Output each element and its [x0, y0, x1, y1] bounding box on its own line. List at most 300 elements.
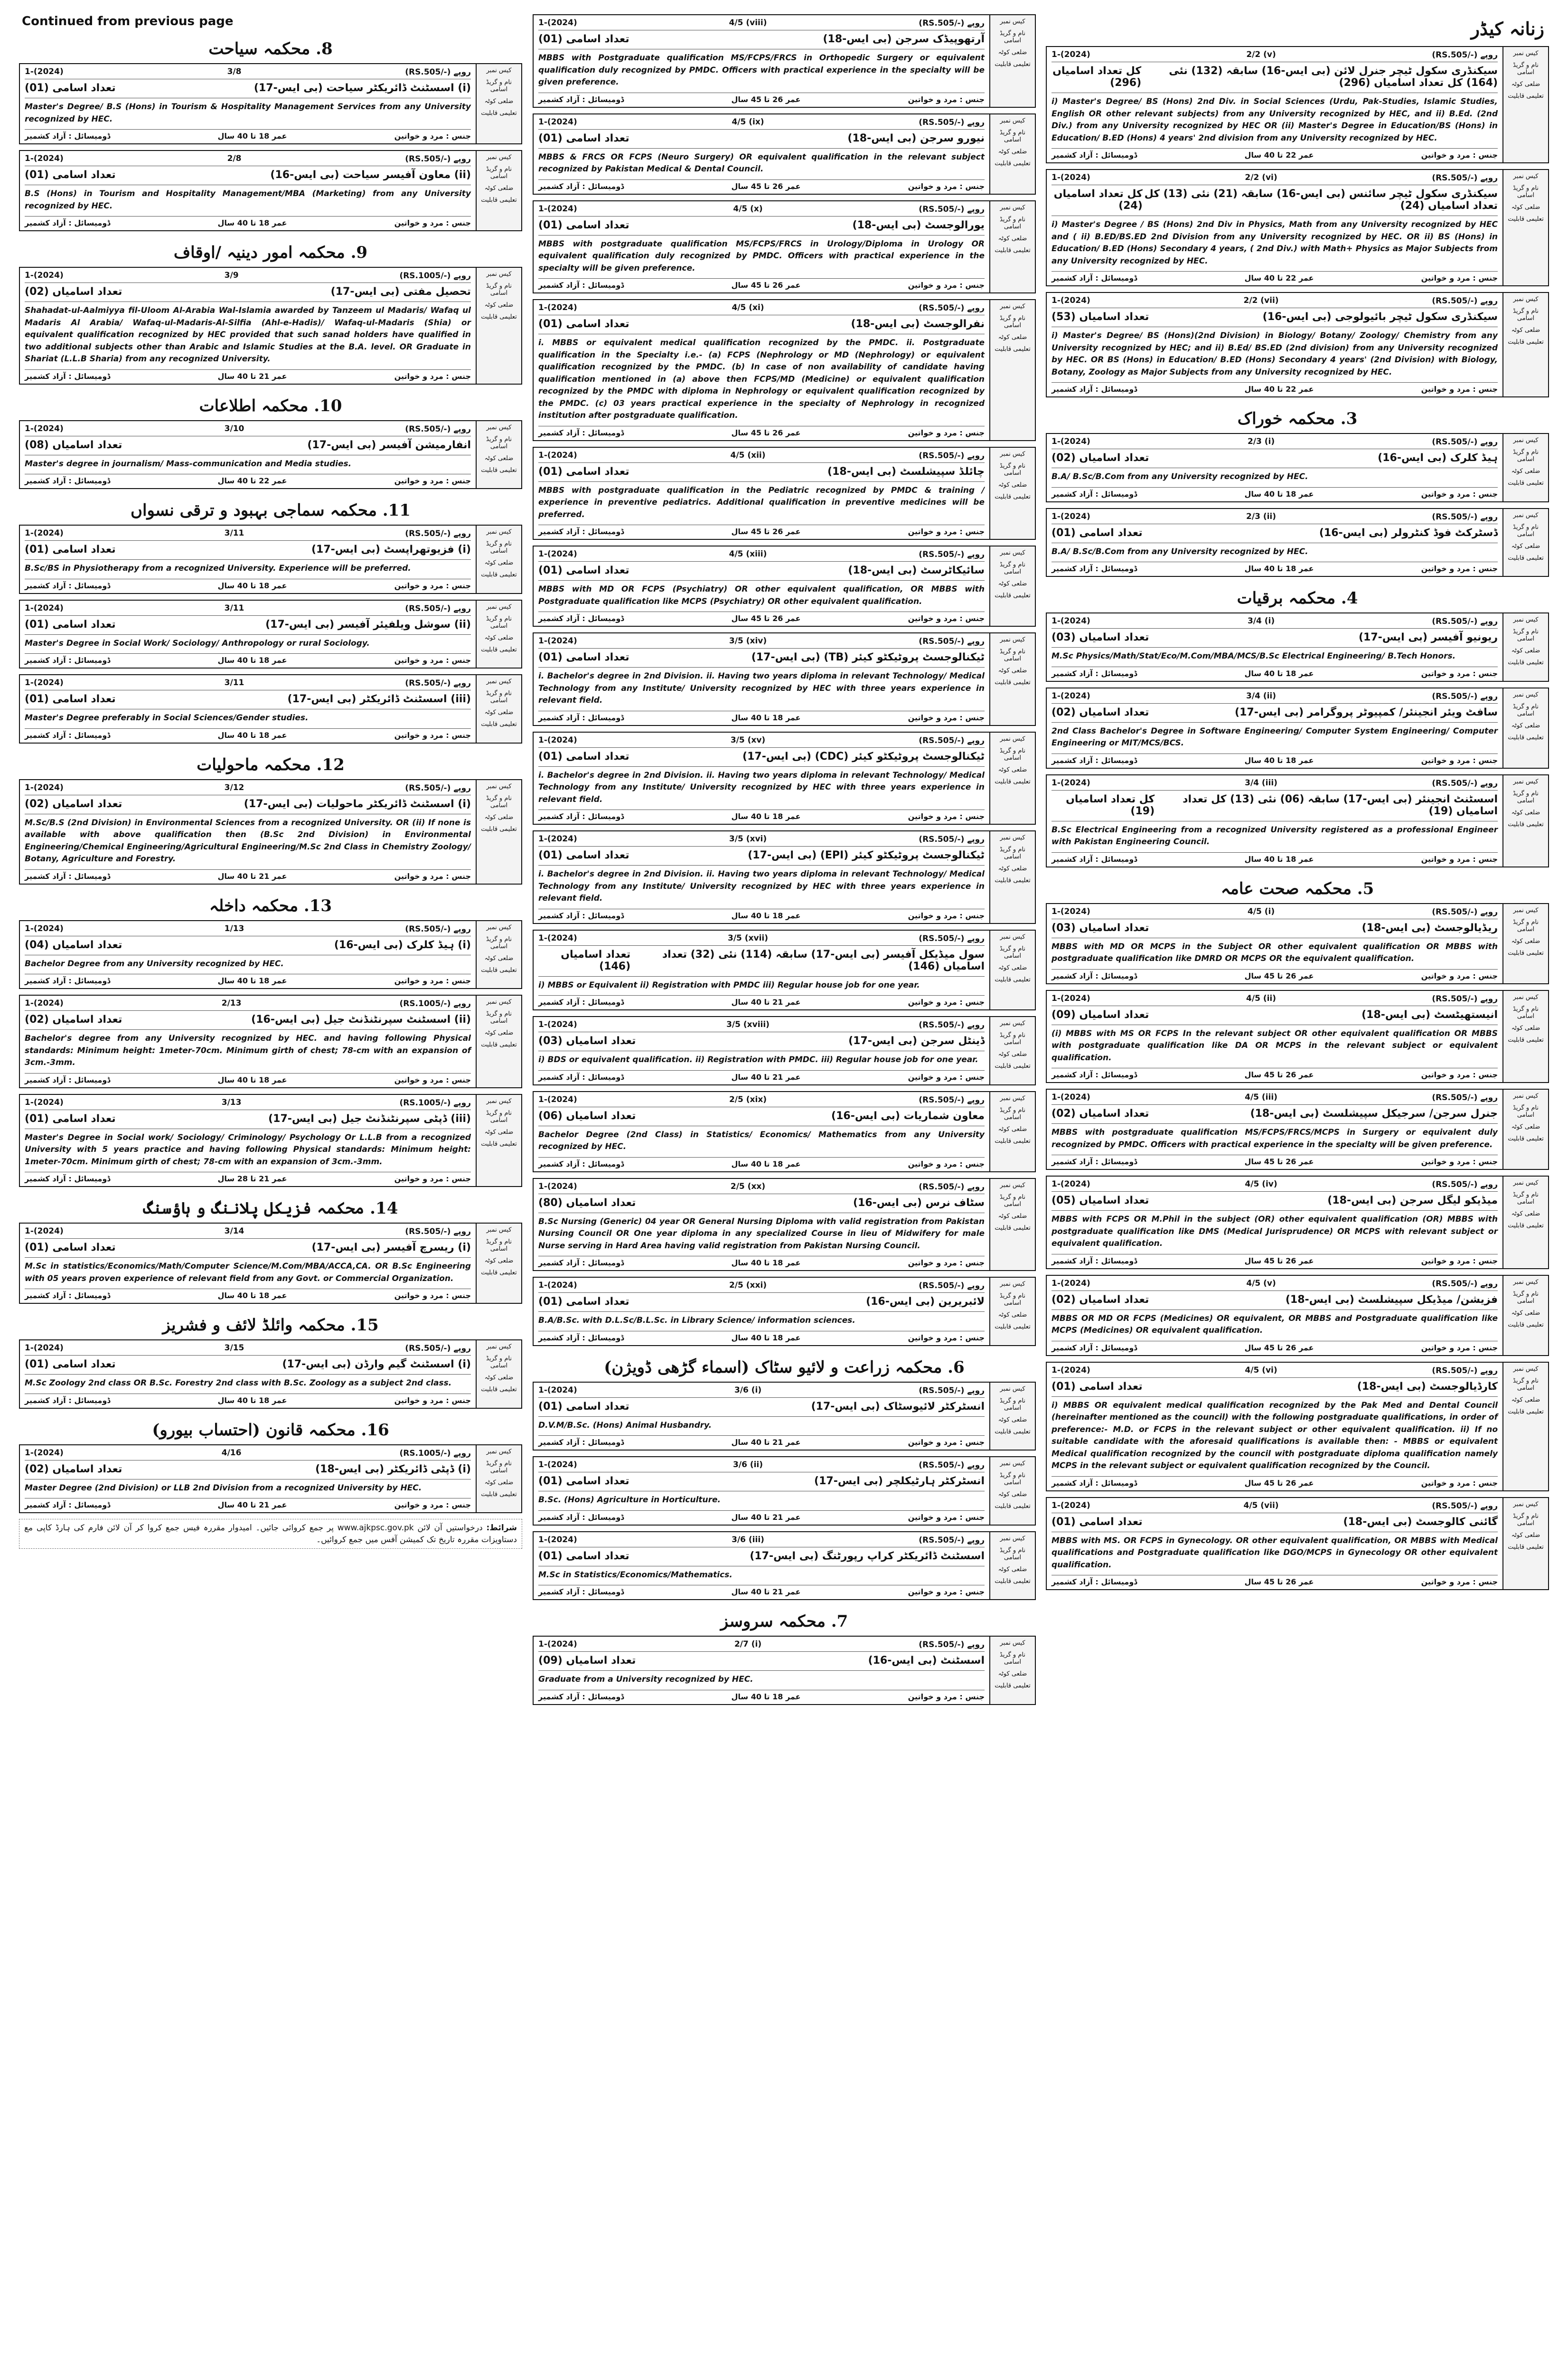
post-meta [25, 67, 471, 79]
post-name: ٹیکنالوجسٹ پروٹیکٹو کیئر (CDC) (بی ایس-17) [742, 750, 985, 763]
district-label: ضلعی کوٹہ [484, 709, 514, 716]
post-footer-row [1052, 969, 1498, 980]
qualification-label: تعلیمی قابلیت [995, 976, 1031, 983]
vacancy-count: تعداد اسامی (01) [25, 169, 116, 181]
post-side-labels [989, 546, 1035, 626]
dept-heading: 12. محکمہ ماحولیات [197, 755, 345, 774]
vacancy-count: تعداد اسامی (01) [25, 1242, 116, 1253]
qualification-label: تعلیمی قابلیت [995, 246, 1031, 254]
gender-label: جنس : مرد و خواتین [908, 1587, 985, 1596]
post-case: 3/15 [224, 1343, 244, 1353]
post-fee: (RS.505/-) روپے [919, 835, 985, 844]
post-name-label: نام و گریڈ اسامی [486, 166, 512, 180]
domicile-label: ڈومیسائل : آزاد کشمیر [25, 656, 111, 665]
post-name: (ii) سوشل ویلفیئر آفیسر (بی ایس-17) [265, 618, 471, 631]
post-serial: 1-(2024) [538, 450, 577, 460]
post-qualification: i. Bachelor's degree in 2nd Division. ii. Having two years diploma in relevant Technology/ Medical Technology from any Institute/ University recognized by HEC with three years experience in relevant field. [538, 865, 985, 905]
post-qualification: Master Degree (2nd Division) or LLB 2nd Division from a recognized University by HEC. [25, 1479, 471, 1495]
post-qualification: Shahadat-ul-Aalmiyya fil-Uloom Al-Arabia Wal-Islamia awarded by Tanzeem ul Madaris/ Wafaq ul Madaris Al Arabia/ Wafaq-ul-Madaris-Al-Silfia (Ahl-e-Hadis)/ Wafaq-ul-Madaris (Shia) or equivalent qualification recognized by HEC provided that such sanad holders have qualified in two additional subjects other than Arabic and Islamic Studies at the B.A. level. OR Graduate in Shariat (L.L.B Sharia) from any recognized University. [25, 301, 471, 366]
post-meta [25, 271, 471, 283]
post-fee: (RS.505/-) روپے [919, 303, 985, 313]
post-card [1046, 612, 1549, 682]
case-no-label: کیس نمبر [1513, 511, 1539, 519]
gender-label: جنس : مرد و خواتین [1421, 564, 1498, 573]
domicile-label: ڈومیسائل : آزاد کشمیر [538, 94, 624, 104]
qualification-label: تعلیمی قابلیت [995, 1577, 1031, 1585]
post-side-labels [989, 633, 1035, 725]
post-side-labels [1502, 991, 1548, 1083]
qualification-label: تعلیمی قابلیت [1508, 949, 1544, 957]
post-body [534, 1457, 989, 1525]
post-meta [538, 735, 985, 748]
post-serial: 1-(2024) [1052, 50, 1090, 59]
post-side-labels [476, 526, 521, 593]
post-title-line [1052, 311, 1498, 323]
post-fee: (RS.505/-) روپے [919, 1460, 985, 1470]
post-meta [25, 924, 471, 936]
post-title-line [25, 169, 471, 181]
vacancy-count: تعداد اسامیاں (02) [1052, 706, 1149, 718]
post-serial: 1-(2024) [538, 1639, 577, 1649]
vacancy-count: تعداد اسامیاں (06) [538, 1110, 636, 1122]
post-title-line [1052, 1516, 1498, 1528]
case-no-label: کیس نمبر [1000, 1020, 1025, 1027]
post-side-labels [989, 1383, 1035, 1450]
post-meta [1052, 1179, 1498, 1192]
post-card [1046, 1497, 1549, 1591]
case-no-label: کیس نمبر [486, 1343, 512, 1350]
post-age: عمر 18 تا 40 سال [217, 1395, 287, 1405]
gender-label: جنس : مرد و خواتین [908, 998, 985, 1007]
post-footer-row [25, 1172, 471, 1183]
district-label: ضلعی کوٹہ [1511, 937, 1540, 945]
post-footer-row [538, 1510, 985, 1522]
post-name: انیستھیٹسٹ (بی ایس-18) [1361, 1008, 1498, 1021]
dept-heading: 9. محکمہ امور دینیہ /اوقاف [173, 243, 368, 262]
post-case: 2/5 (xxi) [729, 1281, 767, 1290]
post-name: ریونیو آفیسر (بی ایس-17) [1358, 631, 1498, 643]
vacancy-count: تعداد اسامیاں (02) [25, 798, 122, 810]
district-label: ضلعی کوٹہ [998, 766, 1027, 773]
post-card [19, 1339, 522, 1409]
post-case: 3/11 [224, 603, 244, 613]
post-body [1047, 1276, 1502, 1355]
domicile-label: ڈومیسائل : آزاد کشمیر [538, 428, 624, 437]
district-label: ضلعی کوٹہ [998, 1125, 1027, 1133]
post-title-line [538, 949, 985, 972]
post-name-label: نام و گریڈ اسامی [1513, 1377, 1539, 1392]
domicile-label: ڈومیسائل : آزاد کشمیر [1052, 1343, 1137, 1352]
gender-label: جنس : مرد و خواتین [394, 1075, 471, 1084]
qualification-label: تعلیمی قابلیت [995, 1063, 1031, 1070]
post-qualification: B.A/B.Sc. with D.L.Sc/B.L.Sc. in Library Science/ information sciences. [538, 1311, 985, 1327]
gender-label: جنس : مرد و خواتین [1421, 489, 1498, 499]
post-footer-row [1052, 562, 1498, 573]
qualification-label: تعلیمی قابلیت [995, 592, 1031, 599]
post-body [1047, 509, 1502, 576]
vacancy-count: تعداد اسامی (01) [538, 1400, 629, 1413]
post-title-line [25, 939, 471, 951]
case-no-label: کیس نمبر [1513, 691, 1539, 698]
post-name-label: نام و گریڈ اسامی [486, 794, 512, 809]
post-card [533, 1016, 1036, 1085]
case-no-label: کیس نمبر [1513, 296, 1539, 303]
domicile-label: ڈومیسائل : آزاد کشمیر [25, 871, 111, 881]
post-name-label: نام و گریڈ اسامی [1000, 462, 1025, 477]
post-side-labels [476, 1224, 521, 1303]
post-qualification: Graduate from a University recognized by HEC. [538, 1670, 985, 1686]
dept-heading: 15. محکمہ وائلڈ لائف و فشریز [162, 1316, 379, 1335]
post-qualification: MBBS with MS. OR FCPS in Gynecology. OR other equivalent qualification, OR MBBS with Medical qualifications and Postgraduate qualification like DGO/MCPS in Gynecology OR other equivalent qualification. [1052, 1532, 1498, 1572]
post-card [533, 1531, 1036, 1601]
post-footer-row [538, 810, 985, 821]
case-no-label: کیس نمبر [486, 999, 512, 1006]
post-qualification: D.V.M/B.Sc. (Hons) Animal Husbandry. [538, 1416, 985, 1432]
post-card [533, 930, 1036, 1011]
domicile-label: ڈومیسائل : آزاد کشمیر [1052, 971, 1137, 980]
post-qualification: Master's Degree preferably in Social Sciences/Gender studies. [25, 709, 471, 725]
post-footer-row [25, 1073, 471, 1084]
post-body [1047, 688, 1502, 768]
post-fee: (RS.505/-) روپے [919, 1535, 985, 1545]
post-serial: 1-(2024) [538, 834, 577, 844]
post-qualification: MBBS with FCPS OR M.Phil in the subject (OR) other equivalent qualification (OR) MBBS with postgraduate qualification like DMS (Medical Jurisprudence) OR MCPS with relevant subject or equivalent qualification. [1052, 1210, 1498, 1250]
post-title-line [1052, 1381, 1498, 1393]
post-qualification: B.Sc/BS in Physiotherapy from a recognized University. Experience will be preferred. [25, 559, 471, 575]
post-fee: (RS.505/-) روپے [1432, 691, 1498, 701]
post-meta [538, 549, 985, 562]
post-meta [538, 1460, 985, 1472]
case-no-label: کیس نمبر [1000, 636, 1025, 643]
post-case: 3/4 (i) [1247, 616, 1275, 626]
domicile-label: ڈومیسائل : آزاد کشمیر [25, 730, 111, 740]
vacancy-count: تعداد اسامی (01) [25, 544, 116, 556]
post-serial: 1-(2024) [538, 1094, 577, 1104]
vacancy-count: تعداد اسامیاں (146) [561, 948, 631, 972]
gender-label: جنس : مرد و خواتین [1421, 755, 1498, 765]
post-name-label: نام و گریڈ اسامی [486, 935, 512, 950]
post-card [1046, 46, 1549, 163]
post-body [1047, 170, 1502, 285]
post-fee: (RS.505/-) روپے [919, 204, 985, 214]
middle-column [533, 14, 1036, 2374]
post-title-line [25, 544, 471, 556]
gender-label: جنس : مرد و خواتین [1421, 385, 1498, 394]
post-name-label: نام و گریڈ اسامی [1513, 1512, 1539, 1527]
post-title-line [538, 1550, 985, 1562]
post-card [1046, 1176, 1549, 1269]
post-name-label: نام و گریڈ اسامی [1000, 561, 1025, 575]
post-side-labels [476, 421, 521, 489]
post-footer-row [1052, 754, 1498, 765]
post-side-labels [476, 996, 521, 1087]
district-label: ضلعی کوٹہ [484, 1029, 514, 1036]
district-label: ضلعی کوٹہ [998, 580, 1027, 587]
post-body [20, 1340, 476, 1408]
gender-label: جنس : مرد و خواتین [1421, 1256, 1498, 1265]
post-name-label: نام و گریڈ اسامی [1513, 628, 1539, 642]
post-card [533, 299, 1036, 441]
post-footer-row [538, 93, 985, 104]
district-label: ضلعی کوٹہ [484, 634, 514, 641]
district-label: ضلعی کوٹہ [998, 1311, 1027, 1319]
gender-label: جنس : مرد و خواتین [394, 1395, 471, 1405]
post-name: سول میڈیکل آفیسر (بی ایس-17) سابقہ (114) نئی (32) تعداد اسامیاں (146) [662, 948, 985, 972]
post-fee: (RS.505/-) روپے [919, 19, 985, 28]
domicile-label: ڈومیسائل : آزاد کشمیر [538, 1512, 624, 1522]
post-qualification: i) MBBS or Equivalent ii) Registration with PMDC iii) Regular house job for one year. [538, 976, 985, 992]
post-meta [538, 1385, 985, 1398]
post-age: عمر 18 تا 40 سال [217, 1291, 287, 1300]
post-fee: (RS.505/-) روپے [919, 1182, 985, 1192]
case-no-label: کیس نمبر [486, 603, 512, 611]
post-name-label: نام و گریڈ اسامی [1000, 1472, 1025, 1486]
case-no-label: کیس نمبر [1000, 1281, 1025, 1288]
gender-label: جنس : مرد و خواتین [908, 1072, 985, 1082]
post-case: 4/5 (xiii) [729, 549, 767, 559]
post-body [20, 675, 476, 743]
post-name: آرتھوپیڈک سرجن (بی ایس-18) [823, 33, 985, 45]
vacancy-count: تعداد اسامیاں (08) [25, 439, 122, 451]
post-case: 2/7 (i) [734, 1639, 762, 1649]
vacancy-count: تعداد اسامی (01) [538, 1550, 629, 1562]
post-card [533, 447, 1036, 540]
post-footer-row [25, 1498, 471, 1509]
post-title-line [538, 466, 985, 478]
post-fee: (RS.505/-) روپے [1432, 512, 1498, 522]
gender-label: جنس : مرد و خواتین [908, 527, 985, 536]
post-age: عمر 26 تا 45 سال [731, 94, 801, 104]
post-qualification: Bachelor Degree from any University recognized by HEC. [25, 955, 471, 970]
post-fee: (RS.505/-) روپے [919, 933, 985, 943]
post-title-line [538, 1197, 985, 1209]
domicile-label: ڈومیسائل : آزاد کشمیر [538, 1258, 624, 1267]
post-card [1046, 508, 1549, 577]
vacancy-count: تعداد اسامی (01) [538, 132, 629, 144]
district-label: ضلعی کوٹہ [1511, 722, 1540, 729]
district-label: ضلعی کوٹہ [998, 235, 1027, 242]
post-title-line [538, 219, 985, 231]
post-serial: 1-(2024) [25, 67, 64, 76]
post-name: (i) فزیوتھراپسٹ (بی ایس-17) [311, 544, 471, 556]
gender-label: جنس : مرد و خواتین [908, 1159, 985, 1168]
post-qualification: B.S (Hons) in Tourism and Hospitality Management/MBA (Marketing) from any University recognized by HEC. [25, 185, 471, 212]
post-age: عمر 21 تا 40 سال [731, 1587, 801, 1596]
post-card [19, 420, 522, 490]
district-label: ضلعی کوٹہ [998, 1416, 1027, 1423]
post-fee: (RS.505/-) روپے [405, 603, 471, 613]
post-meta [25, 1343, 471, 1356]
post-meta [25, 154, 471, 166]
case-no-label: کیس نمبر [1000, 1535, 1025, 1542]
post-meta [538, 117, 985, 130]
gender-label: جنس : مرد و خواتین [908, 1692, 985, 1701]
post-body [1047, 991, 1502, 1083]
post-footer-row [1052, 1068, 1498, 1079]
case-no-label: کیس نمبر [1000, 933, 1025, 941]
post-name-label: نام و گریڈ اسامی [486, 1460, 512, 1474]
qualification-label: تعلیمی قابلیت [481, 1140, 517, 1148]
district-label: ضلعی کوٹہ [1511, 1531, 1540, 1539]
case-no-label: کیس نمبر [1513, 616, 1539, 623]
qualification-label: تعلیمی قابلیت [1508, 216, 1544, 223]
post-card [19, 150, 522, 231]
post-card [1046, 1362, 1549, 1491]
post-qualification: M.Sc in statistics/Economics/Math/Computer Science/M.Com/MBA/ACCA,CA. OR B.Sc Engineering with 05 years proven experience of relevant field from any Govt. or Commercial Organization. [25, 1257, 471, 1285]
post-name: میڈیکو لیگل سرجن (بی ایس-18) [1327, 1195, 1498, 1206]
case-no-label: کیس نمبر [1513, 906, 1539, 914]
post-serial: 1-(2024) [538, 1535, 577, 1545]
post-card [1046, 688, 1549, 769]
gender-label: جنس : مرد و خواتین [394, 871, 471, 881]
post-footer-row [1052, 148, 1498, 160]
vacancy-count: تعداد اسامیاں (02) [1052, 452, 1149, 464]
post-age: عمر 18 تا 40 سال [1244, 489, 1314, 499]
post-footer-row [25, 1289, 471, 1300]
post-serial: 1-(2024) [25, 1097, 64, 1107]
post-body [1047, 904, 1502, 983]
post-fee: (RS.505/-) روپے [919, 117, 985, 127]
post-case: 2/2 (v) [1246, 50, 1276, 59]
post-case: 3/4 (iii) [1245, 778, 1277, 788]
gender-label: جنس : مرد و خواتین [908, 1258, 985, 1267]
post-name-label: نام و گریڈ اسامی [1000, 216, 1025, 230]
post-name: انسٹرکٹر لائیوسٹاک (بی ایس-17) [811, 1400, 985, 1413]
post-serial: 1-(2024) [538, 636, 577, 646]
post-footer-row [1052, 667, 1498, 678]
district-label: ضلعی کوٹہ [1511, 647, 1540, 654]
post-name: ٹیکنالوجسٹ پروٹیکٹو کیئر (TB) (بی ایس-17) [751, 651, 985, 663]
district-label: ضلعی کوٹہ [998, 1670, 1027, 1677]
post-fee: (RS.505/-) روپے [1432, 50, 1498, 60]
post-side-labels [989, 1637, 1035, 1704]
case-no-label: کیس نمبر [1513, 50, 1539, 57]
domicile-label: ڈومیسائل : آزاد کشمیر [538, 1072, 624, 1082]
post-meta [538, 1535, 985, 1547]
qualification-label: تعلیمی قابلیت [995, 1137, 1031, 1145]
post-side-labels [476, 921, 521, 989]
post-title-line [1052, 793, 1498, 817]
post-age: عمر 26 تا 45 سال [1244, 1070, 1314, 1079]
post-age: عمر 18 تا 40 سال [731, 713, 801, 722]
post-meta [538, 204, 985, 217]
domicile-label: ڈومیسائل : آزاد کشمیر [538, 713, 624, 722]
post-title-line [25, 1014, 471, 1026]
domicile-label: ڈومیسائل : آزاد کشمیر [1052, 489, 1137, 499]
post-name: جنرل سرجن/ سرجیکل سپیشلسٹ (بی ایس-18) [1250, 1108, 1498, 1120]
post-age: عمر 18 تا 40 سال [217, 1075, 287, 1084]
district-label: ضلعی کوٹہ [998, 1491, 1027, 1498]
case-no-label: کیس نمبر [1513, 1179, 1539, 1187]
post-case: 3/6 (iii) [732, 1535, 764, 1545]
post-title-line [538, 751, 985, 763]
post-qualification: Master's Degree/ B.S (Hons) in Tourism & Hospitality Management Services from any University recognized by HEC. [25, 98, 471, 125]
post-meta [538, 451, 985, 463]
post-serial: 1-(2024) [538, 1460, 577, 1470]
post-body [1047, 1498, 1502, 1590]
post-card [1046, 1089, 1549, 1170]
post-card [1046, 169, 1549, 286]
post-card [19, 267, 522, 385]
district-label: ضلعی کوٹہ [484, 454, 514, 462]
domicile-label: ڈومیسائل : آزاد کشمیر [1052, 1157, 1137, 1166]
post-name-label: نام و گریڈ اسامی [486, 1355, 512, 1369]
post-age: عمر 18 تا 40 سال [217, 132, 287, 141]
post-footer-row [538, 1690, 985, 1701]
post-footer-row [1052, 1476, 1498, 1488]
case-no-label: کیس نمبر [486, 67, 512, 74]
post-body [20, 1095, 476, 1187]
post-title-line [1052, 1294, 1498, 1306]
case-no-label: کیس نمبر [1000, 549, 1025, 556]
post-serial: 1-(2024) [538, 549, 577, 559]
post-case: 3/6 (i) [734, 1385, 762, 1395]
vacancy-count: تعداد اسامی (01) [538, 219, 629, 231]
post-fee: (RS.505/-) روپے [919, 1281, 985, 1291]
post-name-label: نام و گریڈ اسامی [486, 540, 512, 555]
gender-label: جنس : مرد و خواتین [1421, 1478, 1498, 1488]
post-fee: (RS.505/-) روپے [1432, 1501, 1498, 1511]
post-case: 4/5 (iv) [1245, 1179, 1277, 1189]
post-case: 2/2 (vi) [1245, 173, 1277, 182]
district-label: ضلعی کوٹہ [484, 1128, 514, 1136]
gender-label: جنس : مرد و خواتین [1421, 151, 1498, 160]
post-name: نفرالوجسٹ (بی ایس-18) [851, 318, 985, 330]
post-name-label: نام و گریڈ اسامی [1000, 1546, 1025, 1561]
post-case: 3/14 [224, 1226, 244, 1236]
post-age: عمر 18 تا 40 سال [217, 730, 287, 740]
post-side-labels [476, 675, 521, 743]
domicile-label: ڈومیسائل : آزاد کشمیر [538, 281, 624, 290]
domicile-label: ڈومیسائل : آزاد کشمیر [538, 1692, 624, 1701]
case-no-label: کیس نمبر [486, 1097, 512, 1105]
post-case: 2/5 (xix) [729, 1094, 767, 1104]
post-title-line [538, 1655, 985, 1667]
post-meta [1052, 437, 1498, 449]
post-case: 1/13 [224, 923, 244, 933]
post-meta [25, 603, 471, 616]
post-side-labels [989, 1532, 1035, 1600]
post-age: عمر 21 تا 28 سال [217, 1174, 287, 1183]
post-footer-row [25, 974, 471, 985]
post-fee: (RS.505/-) روپے [405, 783, 471, 793]
post-side-labels [1502, 170, 1548, 285]
vacancy-count: تعداد اسامی (01) [538, 1296, 629, 1308]
post-meta [25, 999, 471, 1011]
post-footer-row [25, 216, 471, 227]
post-case: 4/5 (v) [1246, 1278, 1276, 1288]
post-serial: 1-(2024) [25, 154, 64, 163]
post-name: کارڈیالوجسٹ (بی ایس-18) [1357, 1380, 1498, 1393]
vacancy-count: تعداد اسامیاں (02) [1052, 1293, 1149, 1306]
post-footer-row [538, 909, 985, 920]
post-side-labels [989, 114, 1035, 194]
post-age: عمر 22 تا 40 سال [1244, 273, 1314, 283]
post-title-line [25, 619, 471, 631]
post-age: عمر 26 تا 45 سال [1244, 1577, 1314, 1586]
post-card [533, 1636, 1036, 1705]
post-qualification: i) Master's Degree / BS (Hons) 2nd Div in Physics, Math from any University recognized by HEC and ( ii) B.ED/BS.ED 2nd Division from any University recognized by HEC. OR ii) BS (Hons) in Education/ B.ED (Hons) Secondary 4 years, ( 2nd Div.) with Math+ Physics as Major Subjects from any University recognized by HEC. [1052, 216, 1498, 267]
post-age: عمر 18 تا 40 سال [1244, 669, 1314, 678]
domicile-label: ڈومیسائل : آزاد کشمیر [538, 181, 624, 191]
post-side-labels [476, 151, 521, 230]
post-name-label: نام و گریڈ اسامی [1000, 315, 1025, 329]
post-footer-row [25, 369, 471, 381]
gender-label: جنس : مرد و خواتین [908, 428, 985, 437]
post-age: عمر 26 تا 45 سال [731, 281, 801, 290]
post-meta [1052, 173, 1498, 185]
qualification-label: تعلیمی قابلیت [481, 1269, 517, 1276]
